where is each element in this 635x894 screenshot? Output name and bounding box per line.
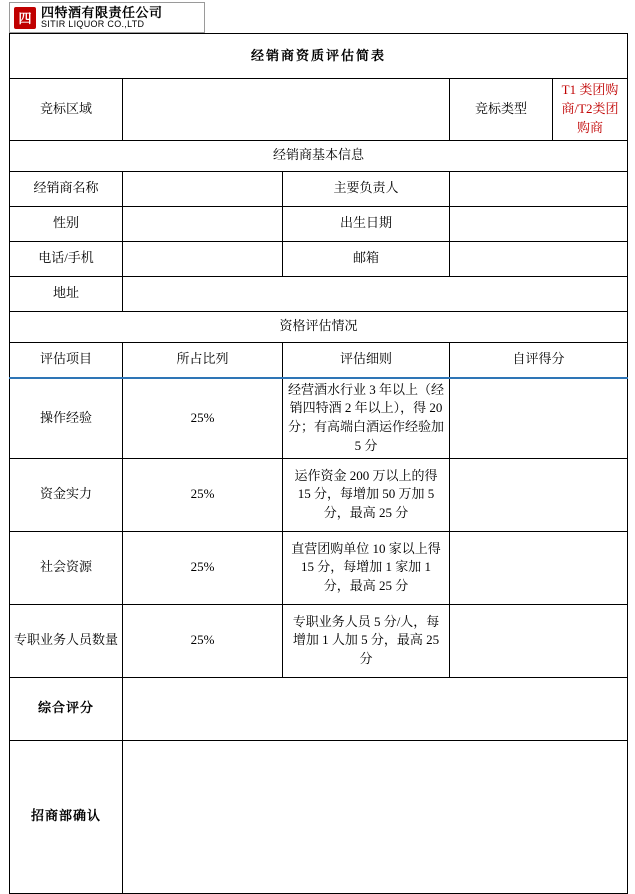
bid-type-label: 竞标类型 — [450, 79, 553, 141]
principal-value[interactable] — [450, 171, 628, 206]
total-score-label: 综合评分 — [10, 677, 123, 740]
table-row-eval-header — [10, 342, 628, 378]
dealer-name-label: 经销商名称 — [10, 171, 123, 206]
table-row-address — [10, 276, 628, 311]
eval-header-score: 自评得分 — [450, 342, 628, 378]
section-evaluation: 资格评估情况 — [10, 311, 628, 342]
eval-header-item: 评估项目 — [10, 342, 123, 378]
company-logo — [9, 2, 205, 33]
bid-area-value[interactable] — [123, 79, 450, 141]
confirm-label: 招商部确认 — [10, 740, 123, 893]
eval-header-detail: 评估细则 — [283, 342, 450, 378]
eval-item-detail: 运作资金 200 万以上的得 15 分，每增加 50 万加 5 分，最高 25 分 — [283, 458, 450, 531]
section-basic-info: 经销商基本信息 — [10, 140, 628, 171]
email-label: 邮箱 — [283, 241, 450, 276]
bid-area-label: 竞标区域 — [10, 79, 123, 141]
table-row-bid — [10, 79, 628, 141]
eval-item-detail: 专职业务人员 5 分/人，每增加 1 人加 5 分，最高 25 分 — [283, 604, 450, 677]
table-row-dealer-name — [10, 171, 628, 206]
table-row-section-basic — [10, 140, 628, 171]
total-score-value[interactable] — [123, 677, 628, 740]
principal-label: 主要负责人 — [283, 171, 450, 206]
email-value[interactable] — [450, 241, 628, 276]
dealer-name-value[interactable] — [123, 171, 283, 206]
eval-item-weight: 25% — [123, 378, 283, 459]
eval-item-name: 社会资源 — [10, 531, 123, 604]
phone-label: 电话/手机 — [10, 241, 123, 276]
eval-item-score[interactable] — [450, 378, 628, 459]
table-row — [10, 458, 628, 531]
logo-mark-icon: 四 — [14, 7, 36, 29]
table-row-section-eval — [10, 311, 628, 342]
eval-item-name: 专职业务人员数量 — [10, 604, 123, 677]
table-row — [10, 531, 628, 604]
address-label: 地址 — [10, 276, 123, 311]
address-value[interactable] — [123, 276, 628, 311]
table-row-gender — [10, 206, 628, 241]
confirm-value[interactable] — [123, 740, 628, 893]
eval-item-detail: 直营团购单位 10 家以上得 15 分，每增加 1 家加 1 分，最高 25 分 — [283, 531, 450, 604]
table-row-phone — [10, 241, 628, 276]
eval-item-score[interactable] — [450, 604, 628, 677]
eval-item-weight: 25% — [123, 531, 283, 604]
eval-item-score[interactable] — [450, 458, 628, 531]
eval-header-weight: 所占比列 — [123, 342, 283, 378]
eval-item-weight: 25% — [123, 604, 283, 677]
bid-type-value[interactable]: T1 类团购商/T2类团购商 — [553, 79, 628, 141]
eval-item-detail: 经营酒水行业 3 年以上（经销四特酒 2 年以上），得 20 分；有高端白酒运作经验加 5 分 — [283, 378, 450, 459]
page-title: 经销商资质评估简表 — [10, 34, 628, 79]
eval-item-name: 操作经验 — [10, 378, 123, 459]
logo-company-name-cn: 四特酒有限责任公司 — [41, 4, 163, 20]
logo-text — [41, 6, 163, 29]
gender-value[interactable] — [123, 206, 283, 241]
table-row-total — [10, 677, 628, 740]
table-row-title — [10, 34, 628, 79]
eval-item-score[interactable] — [450, 531, 628, 604]
table-row-confirm — [10, 740, 628, 893]
phone-value[interactable] — [123, 241, 283, 276]
logo-company-name-en: SITIR LIQUOR CO.,LTD — [41, 18, 145, 29]
evaluation-table — [9, 33, 628, 894]
gender-label: 性别 — [10, 206, 123, 241]
table-row — [10, 604, 628, 677]
eval-item-weight: 25% — [123, 458, 283, 531]
birth-date-value[interactable] — [450, 206, 628, 241]
eval-item-name: 资金实力 — [10, 458, 123, 531]
table-row — [10, 378, 628, 459]
birth-date-label: 出生日期 — [283, 206, 450, 241]
